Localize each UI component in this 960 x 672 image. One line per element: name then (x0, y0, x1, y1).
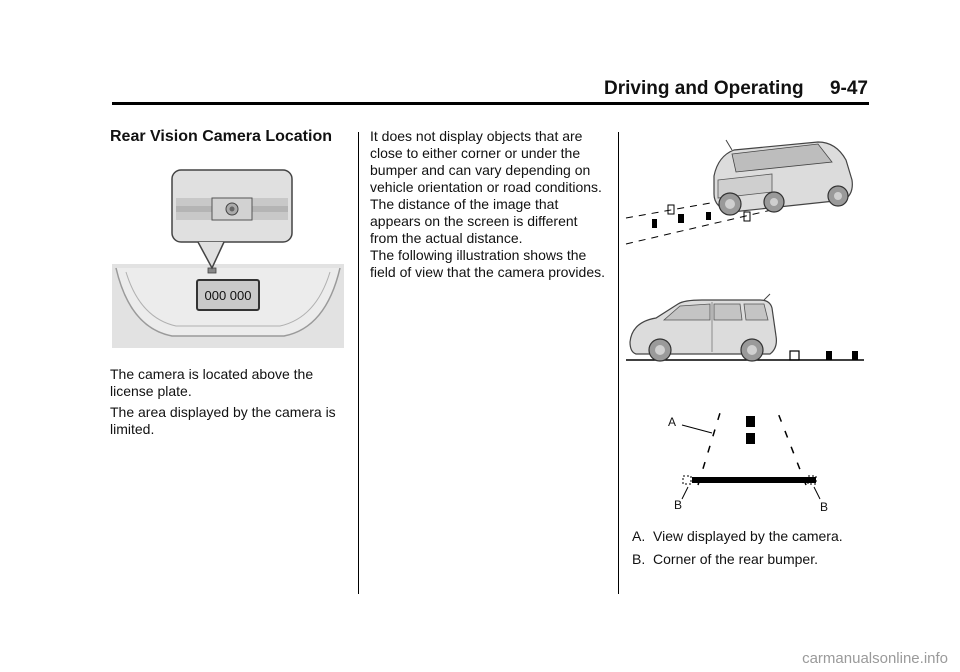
left-paragraph-2: The area displayed by the camera is limited. (110, 404, 336, 437)
column-divider-2 (618, 132, 619, 594)
left-paragraph-1: The camera is located above the license plate. (110, 366, 314, 399)
suv-rear-view-illustration (622, 136, 868, 248)
license-plate-camera-illustration (112, 168, 344, 348)
header-page-number: 9-47 (829, 78, 868, 99)
license-plate-text: 000 000 (204, 287, 252, 303)
column-divider-1 (358, 132, 359, 594)
watermark: carmanualsonline.info (802, 650, 948, 667)
caption-a: A. View displayed by the camera. (632, 528, 843, 544)
suv-side-view-illustration (622, 292, 868, 370)
middle-paragraph-2: The following illustration shows the field of view that the camera provides. (370, 247, 606, 280)
page-header (604, 78, 868, 100)
section-heading: Rear Vision Camera Location (110, 128, 332, 145)
label-b-right: B (820, 500, 829, 514)
license-plate (196, 279, 260, 311)
field-of-view-diagram (622, 405, 868, 517)
header-rule (112, 102, 869, 105)
label-b-left: B (674, 498, 683, 512)
header-section-title: Driving and Operating (604, 78, 804, 99)
middle-paragraph-1: It does not display objects that are close to either corner or under the bumper and can vary depending on vehicle orientation or road conditions. The distance of the image that appears on the screen is different from the actual distance. (370, 128, 602, 246)
caption-b: B. Corner of the rear bumper. (632, 551, 818, 567)
label-a: A (668, 415, 677, 429)
